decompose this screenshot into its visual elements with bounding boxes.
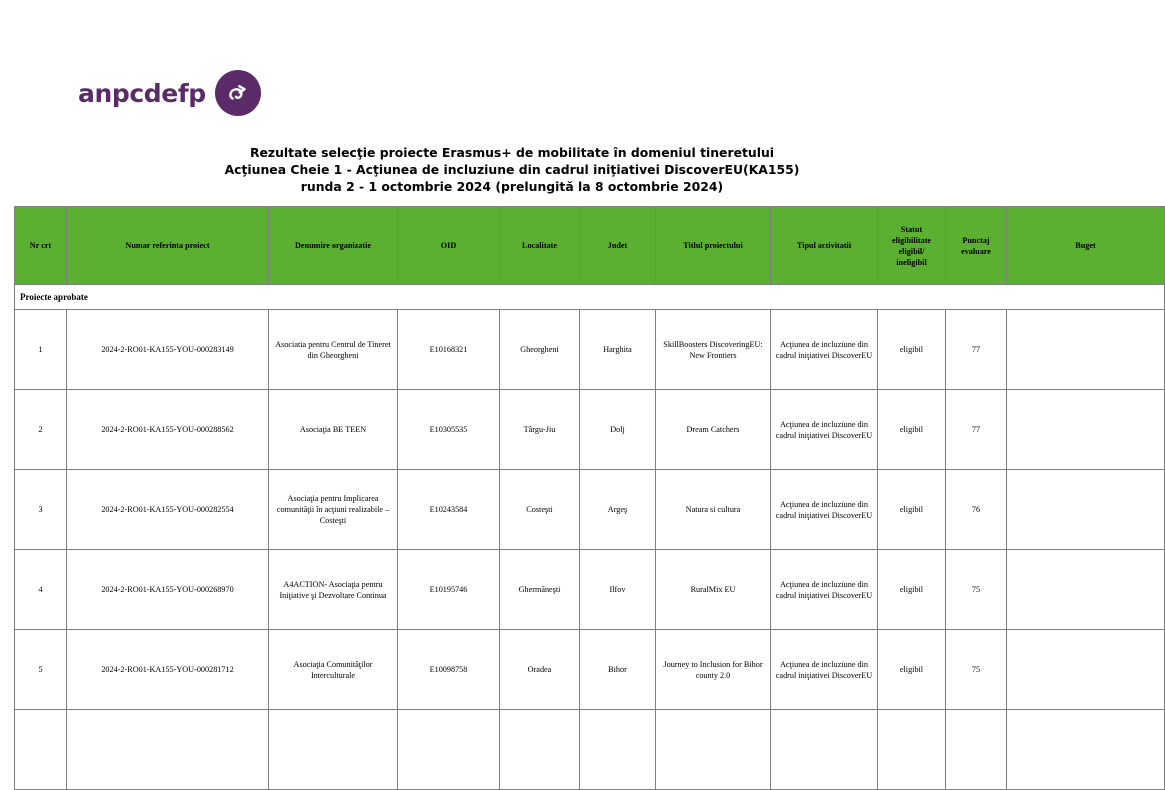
column-header-titlu[interactable]: Titlul proiectului: [656, 207, 771, 285]
cell-titlu: SkillBoosters DiscoveringEU: New Frontiers: [656, 310, 771, 390]
statut-header-line-3: eligibil/: [898, 246, 925, 256]
table-row: [15, 390, 1165, 470]
cell-loc: Gheorgheni: [500, 310, 580, 390]
cell-org: Asociaţia BE TEEN: [269, 390, 398, 470]
cell-loc: Ghermăneşti: [500, 550, 580, 630]
column-header-tip[interactable]: Tipul activitatii: [771, 207, 878, 285]
cell-oid: E10098758: [398, 630, 500, 710]
cell-punctaj: 75: [946, 630, 1007, 710]
cell-nr: [15, 710, 67, 790]
table-row: [15, 470, 1165, 550]
page-title-line-1: Rezultate selecţie proiecte Erasmus+ de mobilitate în domeniul tineretului: [249, 145, 775, 160]
cell-ref: 2024-2-RO01-KA155-YOU-000283149: [67, 310, 269, 390]
cell-org: Asociatia pentru Centrul de Tineret din Gheorgheni: [269, 310, 398, 390]
cell-oid: E10195746: [398, 550, 500, 630]
cell-ref: 2024-2-RO01-KA155-YOU-000268970: [67, 550, 269, 630]
cell-titlu: Journey to Inclusion for Bihor county 2.0: [656, 630, 771, 710]
cell-loc: [500, 710, 580, 790]
column-header-jud[interactable]: Judet: [580, 207, 656, 285]
cell-statut: eligibil: [878, 630, 946, 710]
cell-jud: Ilfov: [580, 550, 656, 630]
statut-header-line-2: eligibilitate: [891, 235, 932, 245]
cell-tip: Acţiunea de incluziune din cadrul iniţiativei DiscoverEU: [771, 390, 878, 470]
cell-tip: [771, 710, 878, 790]
swirl-arrow-icon: [215, 70, 261, 116]
cell-loc: Oradea: [500, 630, 580, 710]
cell-statut: eligibil: [878, 550, 946, 630]
punctaj-header-line-1: Punctaj: [962, 235, 990, 245]
table-header: [15, 207, 1165, 285]
table-row: [15, 630, 1165, 710]
anpcdefp-logo: [78, 70, 261, 116]
cell-oid: E10168321: [398, 310, 500, 390]
punctaj-header-line-2: evaluare: [961, 246, 991, 256]
cell-jud: Harghita: [580, 310, 656, 390]
cell-jud: Dolj: [580, 390, 656, 470]
column-header-ref[interactable]: Numar referinta proiect: [67, 207, 269, 285]
page-title: [0, 144, 1024, 195]
results-table-container: [14, 206, 1164, 790]
table-row: [15, 710, 1165, 790]
cell-oid: E10305535: [398, 390, 500, 470]
cell-buget: [1007, 630, 1165, 710]
column-header-org[interactable]: Denumire organizatie: [269, 207, 398, 285]
column-header-oid[interactable]: OID: [398, 207, 500, 285]
column-header-loc[interactable]: Localitate: [500, 207, 580, 285]
cell-buget: [1007, 710, 1165, 790]
cell-ref: [67, 710, 269, 790]
cell-buget: [1007, 470, 1165, 550]
cell-buget: [1007, 390, 1165, 470]
cell-titlu: [656, 710, 771, 790]
cell-statut: eligibil: [878, 470, 946, 550]
cell-ref: 2024-2-RO01-KA155-YOU-000288562: [67, 390, 269, 470]
table-row: [15, 310, 1165, 390]
cell-oid: E10243584: [398, 470, 500, 550]
table-body: [15, 285, 1165, 790]
cell-ref: 2024-2-RO01-KA155-YOU-000281712: [67, 630, 269, 710]
page-title-line-3: runda 2 - 1 octombrie 2024 (prelungită la 8 octombrie 2024): [300, 179, 724, 194]
cell-org: Asociaţia pentru Implicarea comunităţii în acţiuni realizabile – Costeşti: [269, 470, 398, 550]
cell-nr: 5: [15, 630, 67, 710]
cell-punctaj: [946, 710, 1007, 790]
cell-jud: Bihor: [580, 630, 656, 710]
logo-wordmark: anpcdefp: [78, 78, 206, 108]
statut-header-line-1: Statut: [900, 224, 923, 234]
cell-nr: 3: [15, 470, 67, 550]
cell-punctaj: 75: [946, 550, 1007, 630]
cell-punctaj: 76: [946, 470, 1007, 550]
cell-titlu: Dream Catchers: [656, 390, 771, 470]
cell-punctaj: 77: [946, 310, 1007, 390]
cell-loc: Costeşti: [500, 470, 580, 550]
page-title-line-2: Acţiunea Cheie 1 - Acţiunea de incluziune din cadrul iniţiativei DiscoverEU(KA155): [224, 162, 800, 177]
cell-loc: Târgu-Jiu: [500, 390, 580, 470]
cell-oid: [398, 710, 500, 790]
cell-punctaj: 77: [946, 390, 1007, 470]
cell-buget: [1007, 310, 1165, 390]
cell-statut: [878, 710, 946, 790]
cell-org: Asociaţia Comunităţilor Interculturale: [269, 630, 398, 710]
cell-org: A4ACTION- Asociaţia pentru Iniţiative şi Dezvoltare Continua: [269, 550, 398, 630]
cell-tip: Acţiunea de incluziune din cadrul iniţiativei DiscoverEU: [771, 470, 878, 550]
cell-statut: eligibil: [878, 310, 946, 390]
column-header-punctaj[interactable]: [946, 207, 1007, 285]
cell-jud: Argeş: [580, 470, 656, 550]
cell-ref: 2024-2-RO01-KA155-YOU-000282554: [67, 470, 269, 550]
cell-nr: 4: [15, 550, 67, 630]
cell-nr: 1: [15, 310, 67, 390]
column-header-statut[interactable]: [878, 207, 946, 285]
results-table: [14, 206, 1165, 790]
cell-jud: [580, 710, 656, 790]
cell-tip: Acţiunea de incluziune din cadrul iniţiativei DiscoverEU: [771, 630, 878, 710]
cell-statut: eligibil: [878, 390, 946, 470]
column-header-nr[interactable]: Nr crt: [15, 207, 67, 285]
cell-titlu: RuralMix EU: [656, 550, 771, 630]
column-header-buget[interactable]: Buget: [1007, 207, 1165, 285]
table-row: [15, 550, 1165, 630]
cell-org: [269, 710, 398, 790]
cell-tip: Acţiunea de incluziune din cadrul iniţiativei DiscoverEU: [771, 550, 878, 630]
statut-header-line-4: ineligibil: [896, 257, 927, 267]
section-heading-label: Proiecte aprobate: [15, 285, 1165, 310]
cell-buget: [1007, 550, 1165, 630]
cell-titlu: Natura si cultura: [656, 470, 771, 550]
cell-tip: Acţiunea de incluziune din cadrul iniţiativei DiscoverEU: [771, 310, 878, 390]
table-header-row: [15, 207, 1165, 285]
section-heading-row: [15, 285, 1165, 310]
cell-nr: 2: [15, 390, 67, 470]
